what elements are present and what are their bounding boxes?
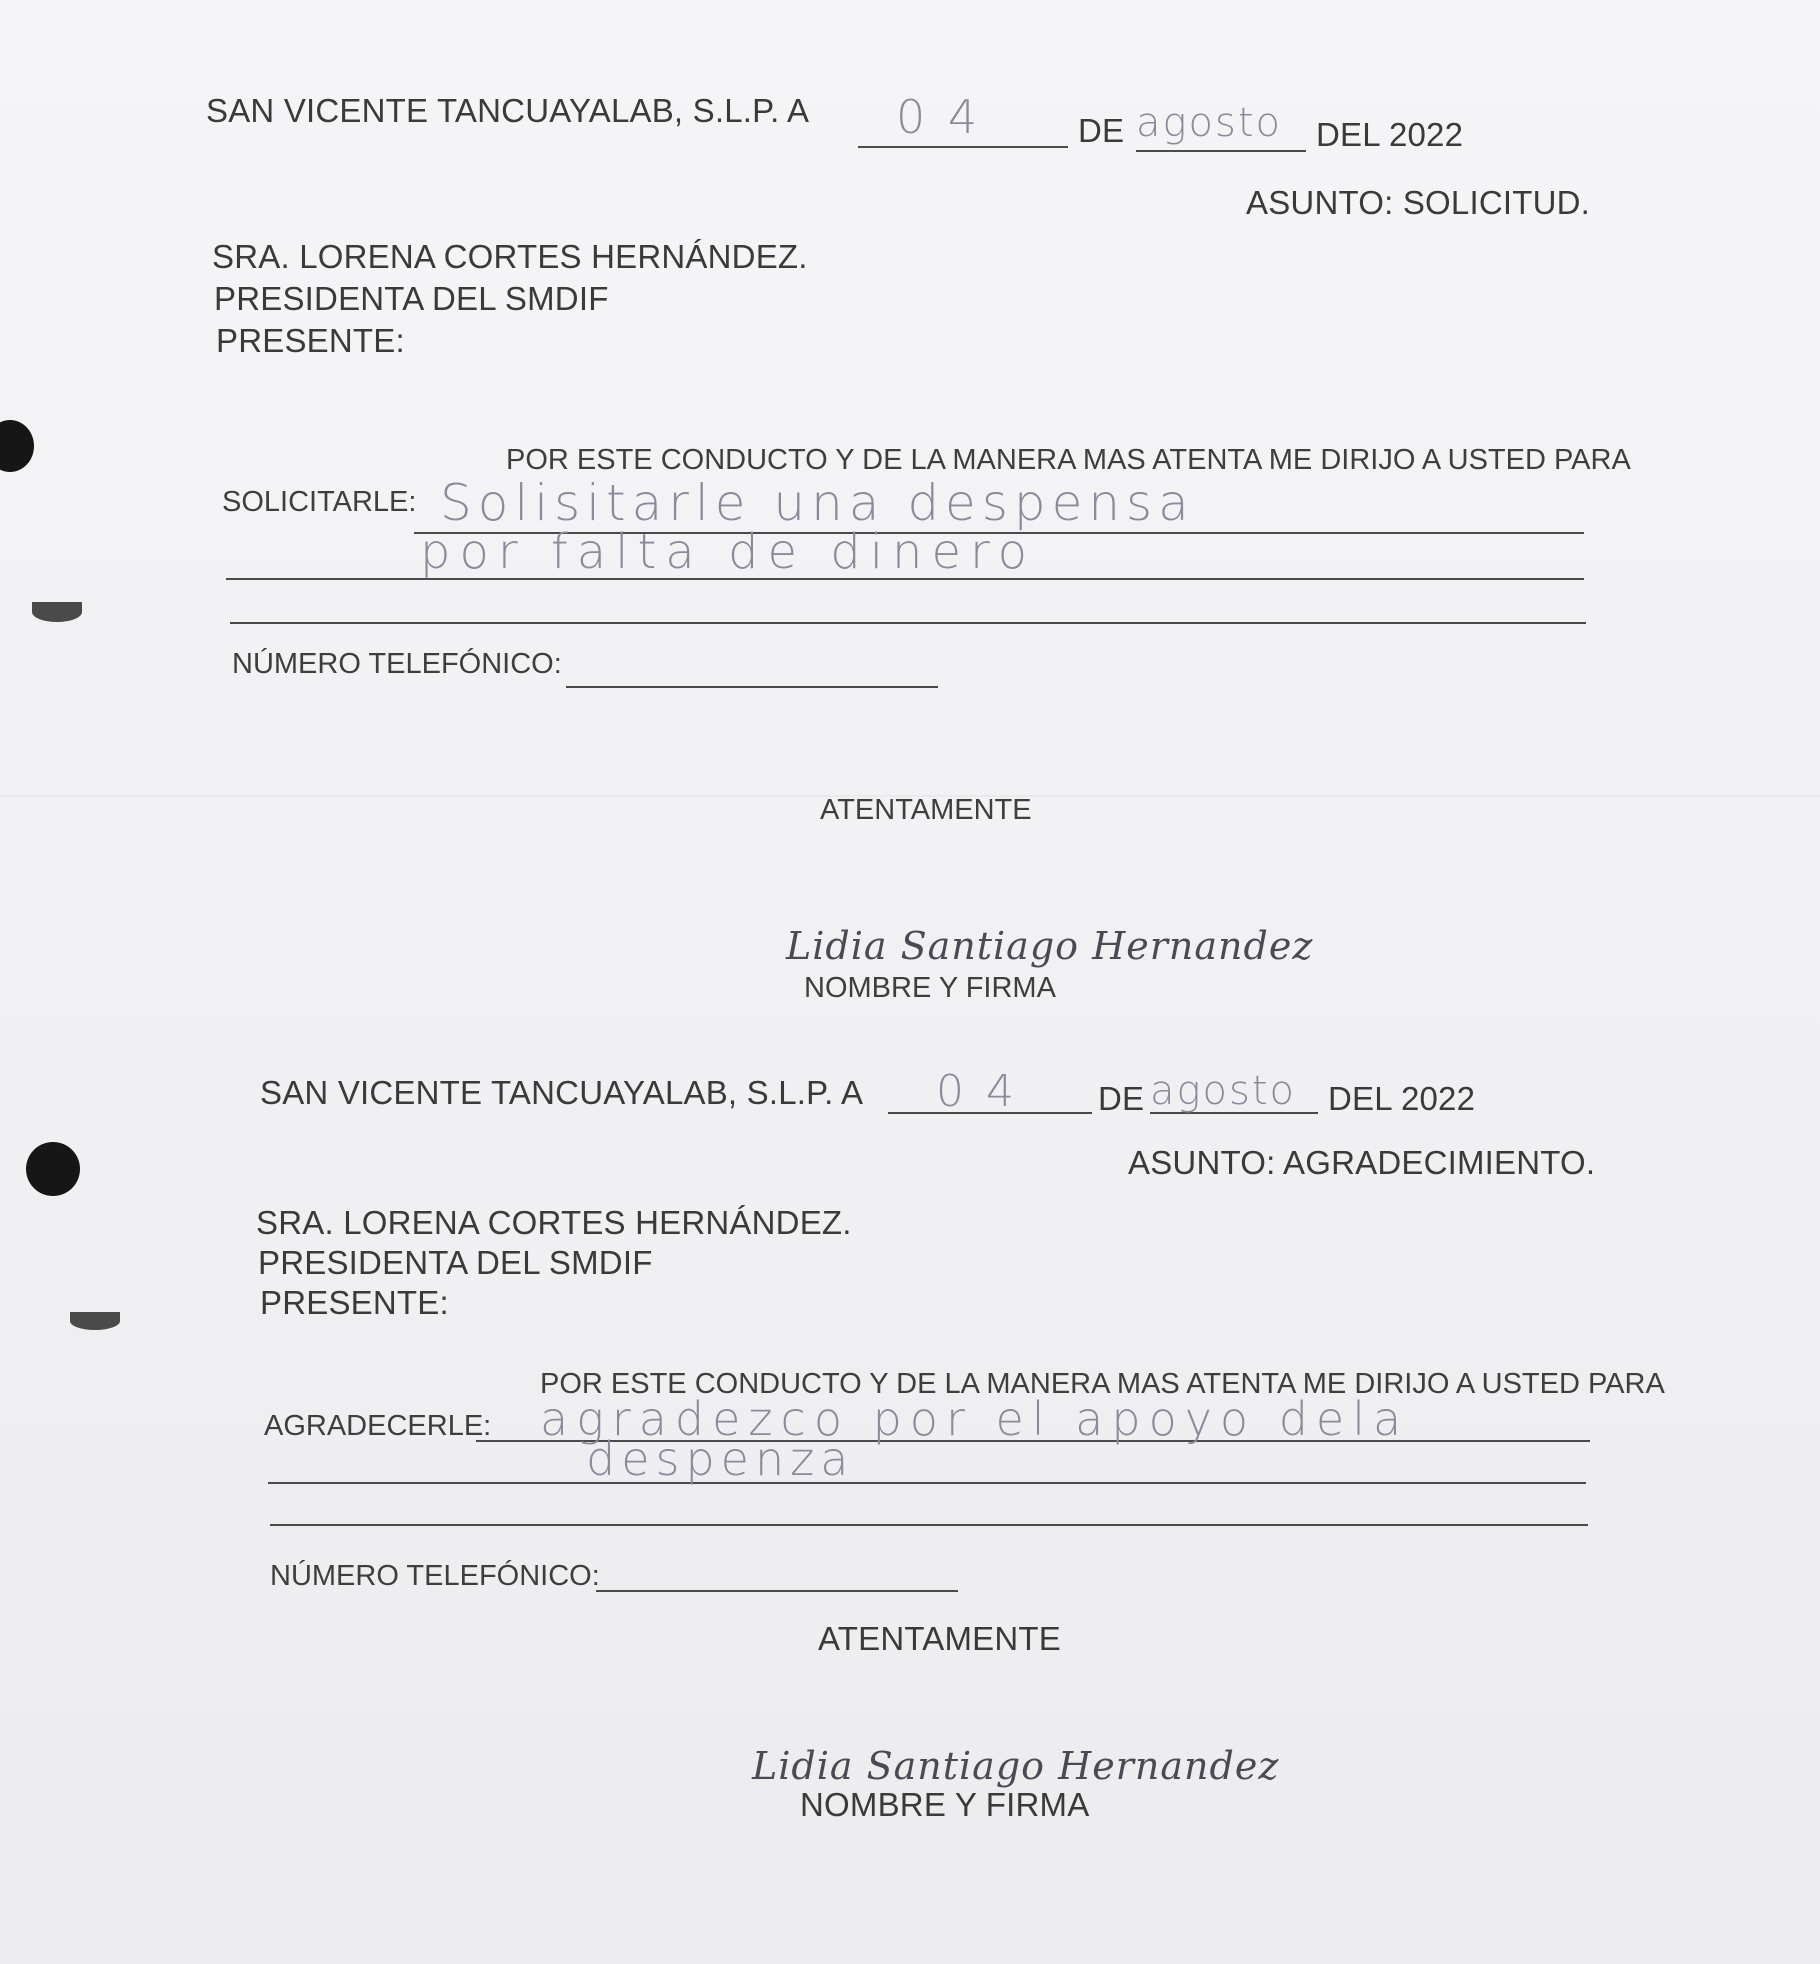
month-handwritten: agosto xyxy=(1136,100,1282,146)
day-handwritten: 0 4 xyxy=(936,1066,1018,1117)
presente-label: PRESENTE: xyxy=(216,322,405,359)
recipient-title: PRESIDENTA DEL SMDIF xyxy=(214,280,609,317)
recipient-name: SRA. LORENA CORTES HERNÁNDEZ. xyxy=(256,1204,852,1241)
presente-label: PRESENTE: xyxy=(260,1284,449,1321)
punch-hole-middle xyxy=(26,1142,80,1196)
place-date-prefix: SAN VICENTE TANCUAYALAB, S.L.P. A xyxy=(206,92,810,129)
phone-label: NÚMERO TELEFÓNICO: xyxy=(270,1560,600,1592)
phone-line xyxy=(596,1590,958,1592)
request-line-3 xyxy=(230,622,1586,624)
year-label: DEL 2022 xyxy=(1316,116,1464,153)
recipient-title: PRESIDENTA DEL SMDIF xyxy=(258,1244,653,1281)
handwritten-line-2: por falta de dinero xyxy=(420,524,1037,580)
handwritten-line-2: despenza xyxy=(586,1432,855,1486)
phone-label: NÚMERO TELEFÓNICO: xyxy=(232,648,562,680)
punch-hole-top xyxy=(0,420,34,472)
de-label: DE xyxy=(1098,1080,1145,1117)
paper-mark-bottom xyxy=(70,1312,120,1330)
year-label: DEL 2022 xyxy=(1328,1080,1476,1117)
field-label: SOLICITARLE: xyxy=(222,486,417,518)
closing-text: ATENTAMENTE xyxy=(820,794,1032,826)
signature-label: NOMBRE Y FIRMA xyxy=(804,972,1056,1004)
thanks-line-2 xyxy=(268,1482,1586,1484)
signature: Lidia Santiago Hernandez xyxy=(752,1744,1280,1788)
handwritten-line-1: Solisitarle una despensa xyxy=(440,474,1195,532)
month-handwritten: agosto xyxy=(1150,1068,1296,1114)
paper-mark-top xyxy=(32,602,82,622)
place-date-prefix: SAN VICENTE TANCUAYALAB, S.L.P. A xyxy=(260,1074,864,1111)
de-label: DE xyxy=(1078,112,1125,149)
asunto-label: ASUNTO: SOLICITUD. xyxy=(1246,184,1591,221)
signature: Lidia Santiago Hernandez xyxy=(786,924,1314,968)
recipient-name: SRA. LORENA CORTES HERNÁNDEZ. xyxy=(212,238,808,275)
day-handwritten: 0 4 xyxy=(896,90,982,144)
day-line xyxy=(858,146,1068,148)
handwritten-line-1: agradezco por el apoyo dela xyxy=(540,1392,1410,1446)
phone-line xyxy=(566,686,938,688)
intro-text: POR ESTE CONDUCTO Y DE LA MANERA MAS ATENTA ME DIRIJO A USTED PARA xyxy=(540,1368,1665,1400)
signature-label: NOMBRE Y FIRMA xyxy=(800,1786,1090,1823)
asunto-label: ASUNTO: AGRADECIMIENTO. xyxy=(1128,1144,1596,1181)
month-line xyxy=(1136,150,1306,152)
intro-text: POR ESTE CONDUCTO Y DE LA MANERA MAS ATENTA ME DIRIJO A USTED PARA xyxy=(506,444,1631,476)
closing-text: ATENTAMENTE xyxy=(818,1620,1061,1657)
thanks-line-3 xyxy=(270,1524,1588,1526)
field-label: AGRADECERLE: xyxy=(264,1410,492,1442)
